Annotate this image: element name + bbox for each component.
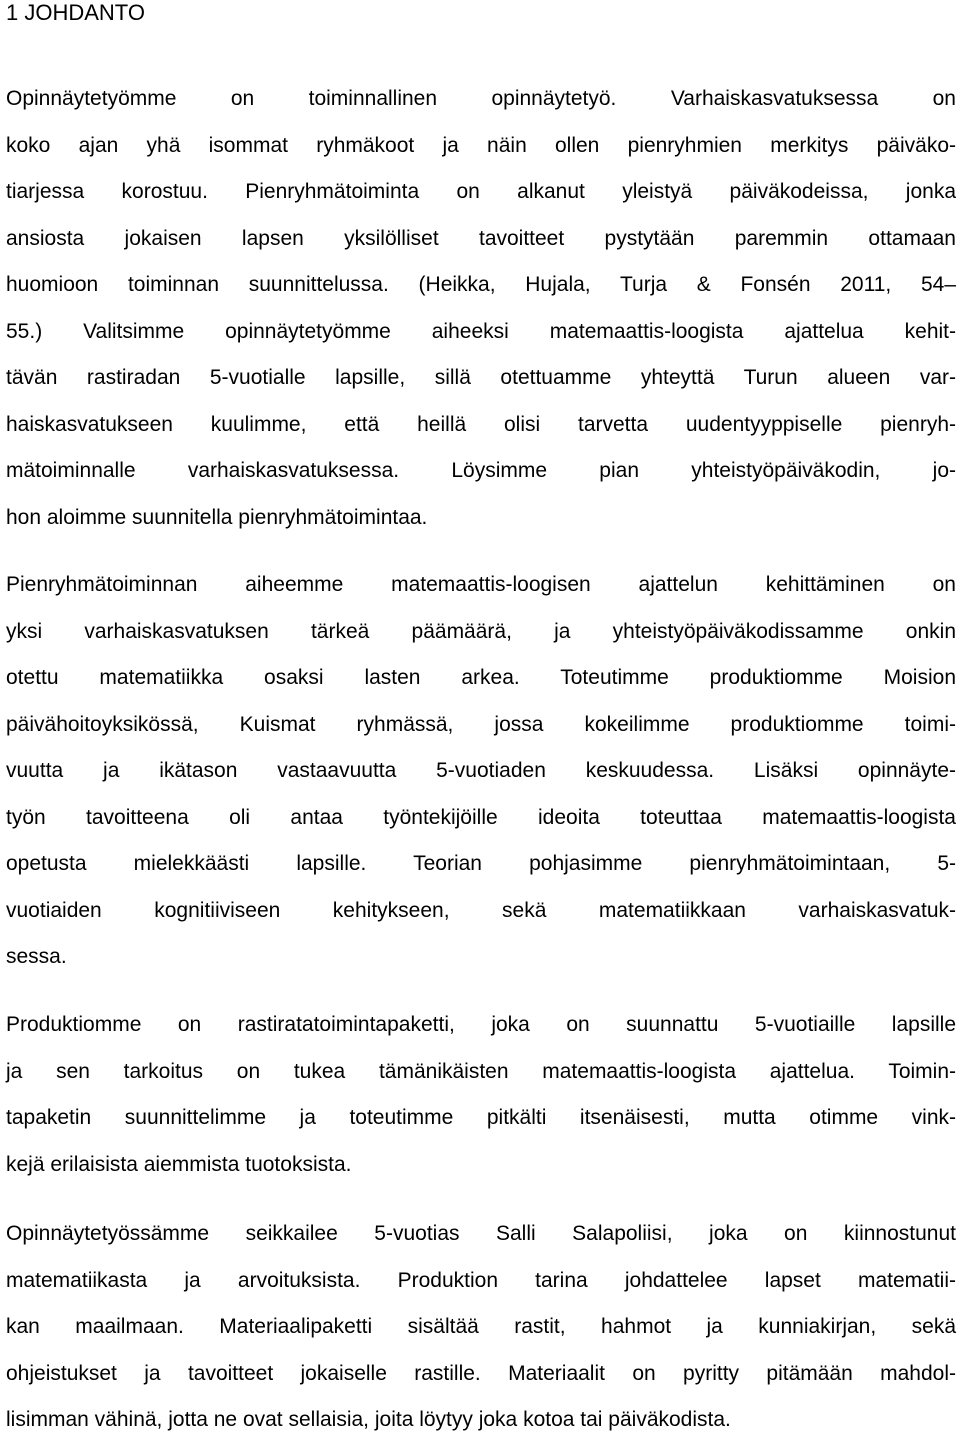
text-line: hon aloimme suunnitella pienryhmätoimintaa. (6, 505, 428, 529)
text-line: lisimman vähinä, jotta ne ovat sellaisia, joita löytyy joka kotoa tai päiväkodista. (6, 1408, 731, 1431)
text-line: vuutta ja ikätason vastaavuutta 5-vuotiaden keskuudessa. Lisäksi opinnäyte- (6, 759, 956, 782)
text-line: Pienryhmätoiminnan aiheemme matemaattis-loogisen ajattelun kehittäminen on (6, 573, 956, 596)
text-line: haiskasvatukseen kuulimme, että heillä olisi tarvetta uudentyyppiselle pienryh- (6, 412, 956, 436)
text-line: opetusta mielekkäästi lapsille. Teorian pohjasimme pienryhmätoimintaan, 5- (6, 852, 956, 875)
text-line: otettu matematiikka osaksi lasten arkea. Toteutimme produktiomme Moision (6, 666, 956, 689)
text-line: tävän rastiradan 5-vuotialle lapsille, sillä otettuamme yhteyttä Turun alueen var- (6, 366, 956, 389)
text-line: työn tavoitteena oli antaa työntekijöille ideoita toteuttaa matemaattis-loogista (6, 805, 956, 829)
text-line: ansiosta jokaisen lapsen yksilölliset tavoitteet pystytään paremmin ottamaan (6, 226, 956, 250)
paragraph-1 (6, 76, 956, 541)
text-line: Produktiomme on rastiratatoimintapaketti, joka on suunnattu 5-vuotiaille lapsille (6, 1013, 956, 1036)
text-line: Opinnäytetyössämme seikkailee 5-vuotias Salli Salapoliisi, joka on kiinnostunut (6, 1222, 956, 1245)
paragraph-3 (6, 1002, 956, 1188)
chapter-heading: 1 JOHDANTO (6, 0, 145, 25)
text-line: huomioon toiminnan suunnittelussa. (Heikka, Hujala, Turja & Fonsén 2011, 54– (6, 273, 956, 296)
text-line: tapaketin suunnittelimme ja toteutimme pitkälti itsenäisesti, mutta otimme vink- (6, 1106, 956, 1129)
text-line: kejä erilaisista aiemmista tuotoksista. (6, 1152, 352, 1176)
text-line: päivähoitoyksikössä, Kuismat ryhmässä, jossa kokeilimme produktiomme toimi- (6, 712, 956, 736)
paragraph-2 (6, 562, 956, 981)
text-line: sessa. (6, 945, 67, 968)
text-line: mätoiminnalle varhaiskasvatuksessa. Löysimme pian yhteistyöpäiväkodin, jo- (6, 459, 956, 482)
text-line: koko ajan yhä isommat ryhmäkoot ja näin ollen pienryhmien merkitys päiväko- (6, 133, 956, 157)
text-line: matematiikasta ja arvoituksista. Produktion tarina johdattelee lapset matematii- (6, 1268, 956, 1292)
text-line: ohjeistukset ja tavoitteet jokaiselle rastille. Materiaalit on pyritty pitämään mahdol- (6, 1361, 956, 1385)
text-line: Opinnäytetyömme on toiminnallinen opinnäytetyö. Varhaiskasvatuksessa on (6, 87, 956, 110)
text-line: vuotiaiden kognitiiviseen kehitykseen, sekä matematiikkaan varhaiskasvatuk- (6, 898, 956, 922)
text-line: tiarjessa korostuu. Pienryhmätoiminta on alkanut yleistyä päiväkodeissa, jonka (6, 180, 956, 203)
paragraph-4 (6, 1211, 956, 1444)
text-line: 55.) Valitsimme opinnäytetyömme aiheeksi matemaattis-loogista ajattelua kehit- (6, 319, 956, 343)
text-line: yksi varhaiskasvatuksen tärkeä päämäärä, ja yhteistyöpäiväkodissamme onkin (6, 619, 956, 643)
text-line: kan maailmaan. Materiaalipaketti sisältää rastit, hahmot ja kunniakirjan, sekä (6, 1315, 956, 1338)
text-line: ja sen tarkoitus on tukea tämänikäisten matemaattis-loogista ajattelua. Toimin- (6, 1059, 956, 1083)
